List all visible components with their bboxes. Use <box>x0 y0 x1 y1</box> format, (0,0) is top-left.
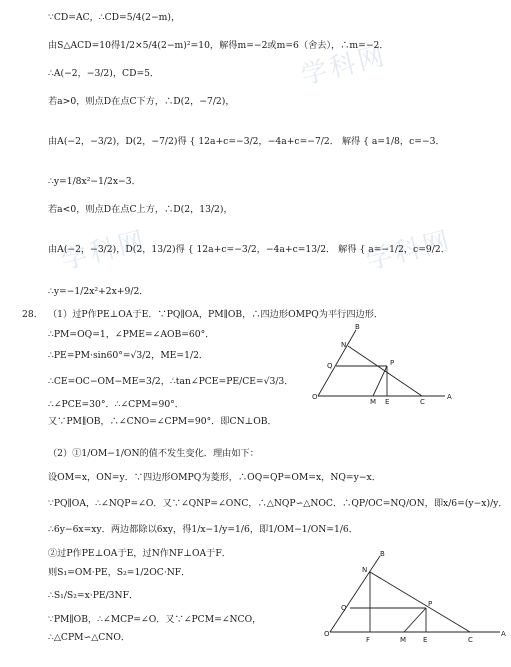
fig1-label-q: Q <box>327 362 333 370</box>
fig1-label-e: E <box>385 398 390 406</box>
part1-line-5: ∴∠PCE=30°．∴∠CPM=90°． <box>48 399 184 410</box>
solution-line-4: 若a>0，则点D在点C下方，∴D(2，−7/2)， <box>48 96 235 107</box>
fig2-label-n: N <box>362 566 368 574</box>
problem-number: 28. <box>22 309 37 320</box>
part1-line-6: 又∵PM∥OB，∴∠CNO=∠CPM=90°．即CN⊥OB． <box>48 416 277 427</box>
part2-line-1: （2）①1/OM−1/ON的值不发生变化．理由如下： <box>48 448 259 459</box>
fig2-label-o: O <box>324 630 330 638</box>
fig2-label-b: B <box>380 550 385 558</box>
watermark-2: 学科网 <box>363 225 455 277</box>
fig1-label-c: C <box>420 398 425 406</box>
solution-line-3: ∴A(−2，−3/2)，CD=5． <box>48 68 160 79</box>
fig2-label-c: C <box>468 636 473 644</box>
solution-line-2: 由S△ACD=10得1/2×5/4(2−m)²=10，解得m=−2或m=6（舍去），∴m=−2． <box>48 40 389 51</box>
solution-line-6: ∴y=1/8x²−1/2x−3． <box>48 176 141 187</box>
solution-line-9: ∴y=−1/2x²+2x+9/2． <box>48 286 149 297</box>
solution-line-1: ∵CD=AC，∴CD=5/4(2−m)， <box>48 12 181 23</box>
watermark-3: 学科网 <box>58 225 150 277</box>
part1-line-4: ∴CE=OC−OM−ME=3/2，∴tan∠PCE=PE/CE=√3/3． <box>48 376 294 387</box>
part2-line-7: ∴S₁/S₂=x·PE/3NF． <box>48 590 139 601</box>
fig2-label-q: Q <box>341 604 347 612</box>
fig1-label-n: N <box>341 341 347 349</box>
solution-line-5: 由A(−2，−3/2)，D(2，−7/2)得 { 12a+c=−3/2，−4a+c=−7/2． 解得 { a=1/8，c=−3． <box>48 136 445 147</box>
fig2-label-a: A <box>501 630 506 638</box>
part2-line-6: 则S₁=OM·PE，S₂=1/2OC·NF． <box>48 567 191 578</box>
fig1-label-o: O <box>312 393 318 401</box>
part1-line-2: ∴PM=OQ=1，∠PME=∠AOB=60°． <box>48 329 215 340</box>
fig2-label-m: M <box>400 636 407 644</box>
part1-line-3: ∴PE=PM·sin60°=√3/2，ME=1/2． <box>48 350 209 361</box>
fig2-label-p: P <box>428 600 433 608</box>
fig2-label-e: E <box>423 636 428 644</box>
fig1-label-a: A <box>447 393 452 401</box>
solution-line-7: 若a<0，则点D在点C上方，∴D(2，13/2)， <box>48 204 233 215</box>
geometry-figure-2 <box>322 550 507 650</box>
geometry-figure-1 <box>310 322 455 407</box>
part2-line-2: 设OM=x，ON=y．∵四边形OMPQ为菱形，∴OQ=QP=OM=x，NQ=y−x． <box>48 472 381 483</box>
part2-line-3: ∵PQ∥OA，∴∠NQP=∠O．又∵∠QNP=∠ONC，∴△NQP∽△NOC．∴QP/OC=NQ/ON，即x/6=(y−x)/y． <box>48 498 508 509</box>
watermark-1: 学科网 <box>298 40 390 92</box>
solution-line-8: 由A(−2，−3/2)，D(2，13/2)得 { 12a+c=−3/2，−4a+c=13/2． 解得 { a=−1/2，c=9/2． <box>48 244 450 255</box>
part2-line-4: ∴6y−6x=xy．两边都除以6xy，得1/x−1/y=1/6，即1/OM−1/ON=1/6． <box>48 524 358 535</box>
fig1-label-p: P <box>390 359 395 367</box>
part2-line-8: ∵PM∥OB，∴∠MCP=∠O．又∵∠PCM=∠NCO， <box>48 614 262 625</box>
part2-line-5: ②过P作PE⊥OA于E，过N作NF⊥OA于F． <box>48 548 231 559</box>
fig1-label-m: M <box>370 398 377 406</box>
fig1-label-b: B <box>355 323 360 331</box>
part1-line-1: （1）过P作PE⊥OA于E．∵PQ∥OA，PM∥OB，∴四边形OMPQ为平行四边形． <box>48 309 384 320</box>
part2-line-9: ∴△CPM∽△CNO． <box>48 632 131 643</box>
fig2-label-f: F <box>366 636 371 644</box>
